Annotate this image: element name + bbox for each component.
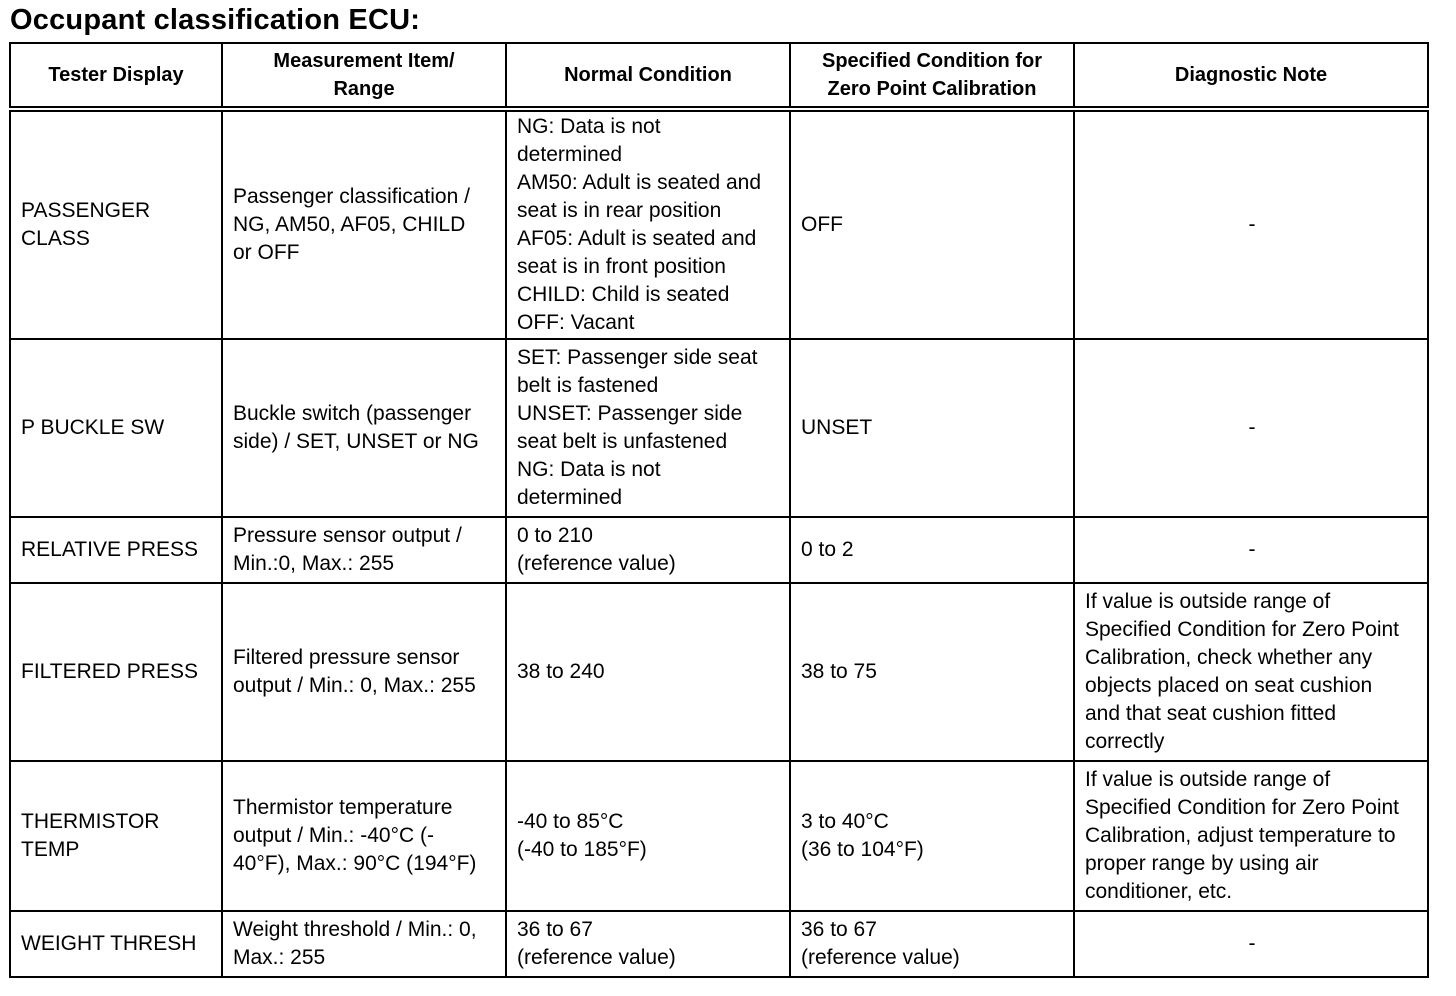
header-diagnostic-note: Diagnostic Note bbox=[1074, 43, 1428, 109]
table-row bbox=[10, 911, 1428, 977]
cell-diagnostic-note: If value is outside range of Specified Condition for Zero Point Calibration, adjust temperature to proper range by using air conditioner, etc. bbox=[1074, 761, 1428, 911]
header-normal-condition: Normal Condition bbox=[506, 43, 790, 109]
cell-tester-display: RELATIVE PRESS bbox=[10, 517, 222, 583]
cell-diagnostic-note: - bbox=[1074, 109, 1428, 339]
cell-specified-condition: UNSET bbox=[790, 339, 1074, 517]
cell-tester-display: WEIGHT THRESH bbox=[10, 911, 222, 977]
cell-specified-condition: 38 to 75 bbox=[790, 583, 1074, 761]
cell-measurement: Passenger classification / NG, AM50, AF05, CHILD or OFF bbox=[222, 109, 506, 339]
cell-tester-display: THERMISTOR TEMP bbox=[10, 761, 222, 911]
cell-diagnostic-note: If value is outside range of Specified Condition for Zero Point Calibration, check whether any objects placed on seat cushion and that seat cushion fitted correctly bbox=[1074, 583, 1428, 761]
table-row bbox=[10, 339, 1428, 517]
cell-measurement: Pressure sensor output / Min.:0, Max.: 255 bbox=[222, 517, 506, 583]
cell-specified-condition: OFF bbox=[790, 109, 1074, 339]
page-title: Occupant classification ECU: bbox=[10, 4, 421, 36]
cell-measurement: Buckle switch (passenger side) / SET, UNSET or NG bbox=[222, 339, 506, 517]
cell-measurement: Weight threshold / Min.: 0, Max.: 255 bbox=[222, 911, 506, 977]
data-table bbox=[9, 42, 1429, 978]
cell-diagnostic-note: - bbox=[1074, 911, 1428, 977]
cell-tester-display: PASSENGER CLASS bbox=[10, 109, 222, 339]
header-specified-condition: Specified Condition for Zero Point Calibration bbox=[790, 43, 1074, 109]
cell-tester-display: FILTERED PRESS bbox=[10, 583, 222, 761]
cell-diagnostic-note: - bbox=[1074, 517, 1428, 583]
table-row bbox=[10, 109, 1428, 339]
cell-normal-condition: 36 to 67 (reference value) bbox=[506, 911, 790, 977]
cell-measurement: Filtered pressure sensor output / Min.: 0, Max.: 255 bbox=[222, 583, 506, 761]
cell-normal-condition: 0 to 210 (reference value) bbox=[506, 517, 790, 583]
table-header bbox=[10, 43, 1428, 109]
cell-tester-display: P BUCKLE SW bbox=[10, 339, 222, 517]
cell-diagnostic-note: - bbox=[1074, 339, 1428, 517]
cell-normal-condition: SET: Passenger side seat belt is fastened UNSET: Passenger side seat belt is unfastened NG: Data is not determined bbox=[506, 339, 790, 517]
table-row bbox=[10, 517, 1428, 583]
cell-specified-condition: 3 to 40°C (36 to 104°F) bbox=[790, 761, 1074, 911]
table-row bbox=[10, 761, 1428, 911]
header-tester-display: Tester Display bbox=[10, 43, 222, 109]
header-measurement-item: Measurement Item/ Range bbox=[222, 43, 506, 109]
cell-specified-condition: 36 to 67 (reference value) bbox=[790, 911, 1074, 977]
header-row bbox=[10, 43, 1428, 109]
cell-specified-condition: 0 to 2 bbox=[790, 517, 1074, 583]
cell-normal-condition: 38 to 240 bbox=[506, 583, 790, 761]
table-row bbox=[10, 583, 1428, 761]
cell-normal-condition: -40 to 85°C (-40 to 185°F) bbox=[506, 761, 790, 911]
cell-normal-condition: NG: Data is not determined AM50: Adult is seated and seat is in rear position AF05: Adult is seated and seat is in front position CHILD: Child is seated OFF: Vacant bbox=[506, 109, 790, 339]
cell-measurement: Thermistor temperature output / Min.: -40°C (- 40°F), Max.: 90°C (194°F) bbox=[222, 761, 506, 911]
